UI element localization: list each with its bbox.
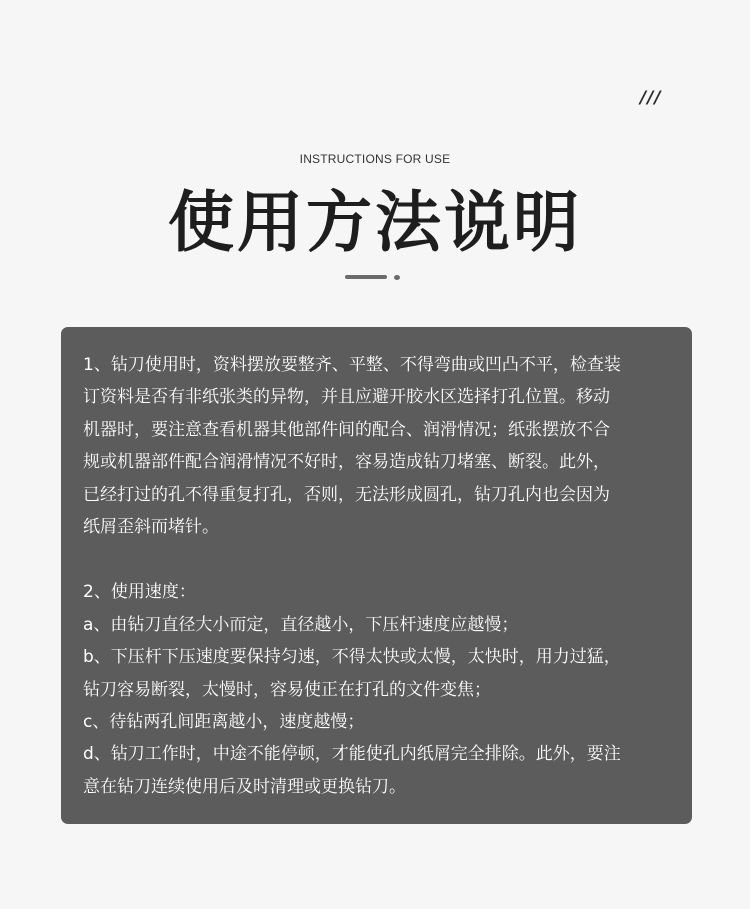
divider-dot: [394, 275, 400, 280]
text-line: d、钻刀工作时，中途不能停顿，才能使孔内纸屑完全排除。此外，要注: [83, 744, 621, 765]
text-line: 规或机器部件配合润滑情况不好时，容易造成钻刀堵塞、断裂。此外，: [83, 452, 610, 473]
instructions-card: [61, 327, 692, 824]
page-subtitle: INSTRUCTIONS FOR USE: [299, 152, 451, 166]
text-line: 机器时，要注意查看机器其他部件间的配合、润滑情况；纸张摆放不合: [83, 419, 610, 440]
divider-bar: [345, 275, 387, 279]
text-line: 意在钻刀连续使用后及时清理或更换钻刀。: [83, 776, 406, 797]
title-divider: [345, 275, 401, 280]
text-line: 订资料是否有非纸张类的异物，并且应避开胶水区选择打孔位置。移动: [83, 387, 610, 408]
text-line: b、下压杆下压速度要保持匀速，不得太快或太慢，太快时，用力过猛，: [83, 647, 621, 668]
decorative-slashes: ///: [640, 88, 662, 108]
section-spacer: [83, 543, 672, 576]
text-line: a、由钻刀直径大小而定，直径越小，下压杆速度应越慢；: [83, 614, 519, 635]
text-line: 已经打过的孔不得重复打孔，否则，无法形成圆孔，钻刀孔内也会因为: [83, 484, 610, 505]
page-title: 使用方法说明: [168, 184, 582, 261]
text-line: 纸屑歪斜而堵针。: [83, 516, 219, 537]
text-line: c、待钻两孔间距离越小，速度越慢；: [83, 711, 365, 732]
instruction-section-2: [83, 576, 672, 803]
text-line: 钻刀容易断裂，太慢时，容易使正在打孔的文件变焦；: [83, 679, 491, 700]
instruction-section-1: [83, 349, 672, 543]
text-line: 1、钻刀使用时，资料摆放要整齐、平整、不得弯曲或凹凸不平，检查装: [83, 355, 621, 375]
section-heading: 2、使用速度：: [83, 582, 196, 603]
